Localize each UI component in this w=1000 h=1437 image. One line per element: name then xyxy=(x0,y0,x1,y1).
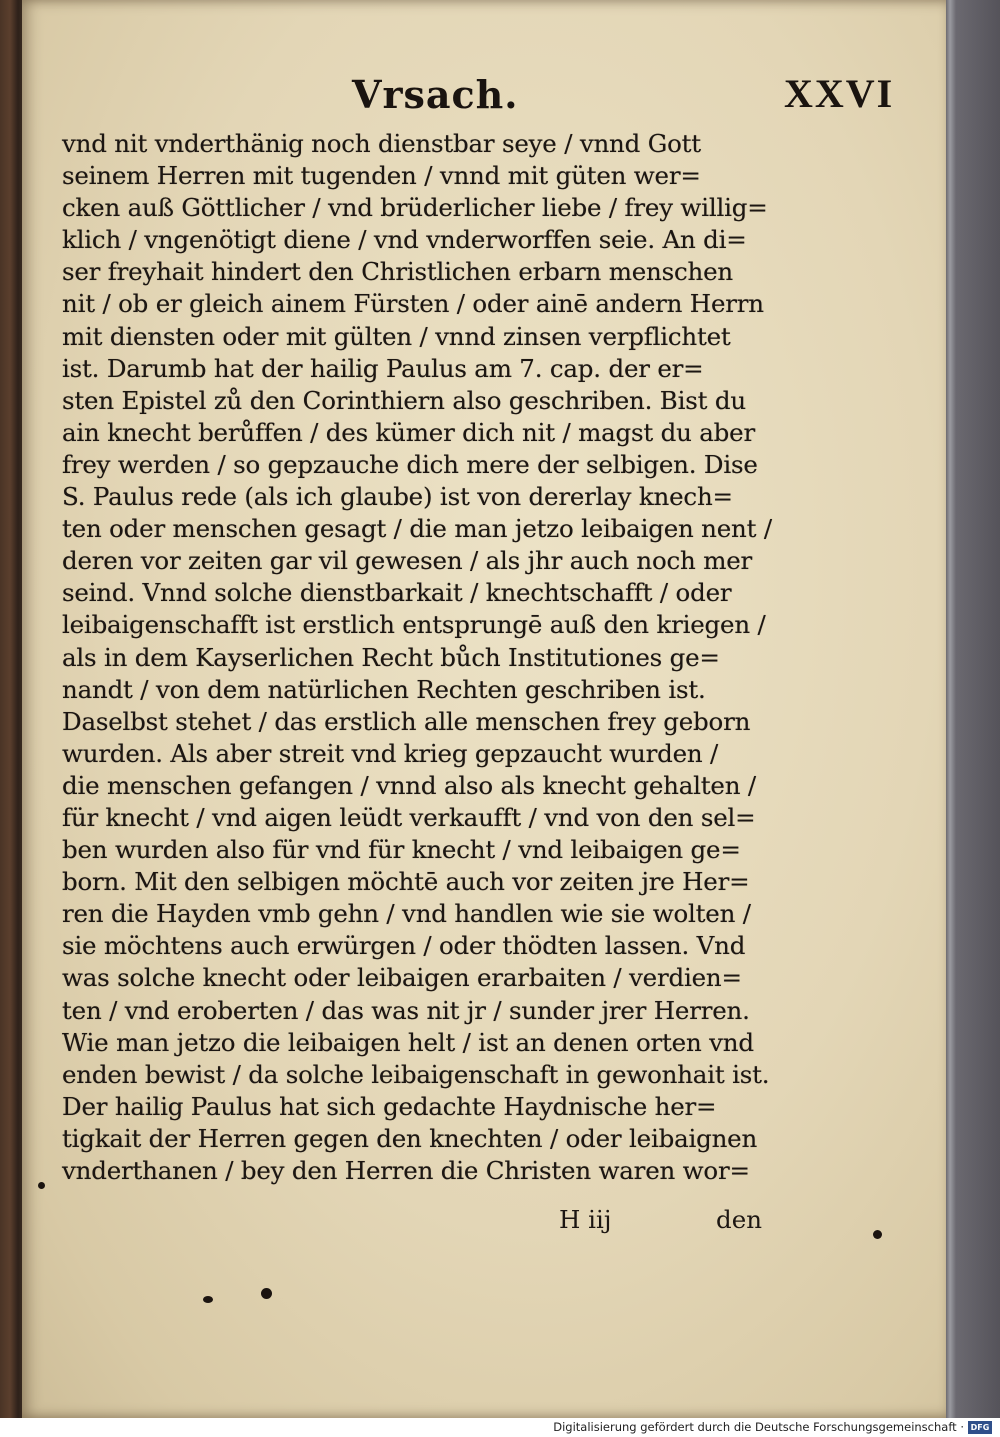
text-line: Wie man jetzo die leibaigen helt / ist an denen orten vnd xyxy=(62,1027,754,1057)
text-line: leibaigenschafft ist erstlich entsprungē auß den kriegen / xyxy=(62,610,766,640)
text-line: vnderthanen / bey den Herren die Christen waren wor= xyxy=(62,1156,750,1185)
text-line: ain knecht berůffen / des kümer dich nit / magst du aber xyxy=(62,417,755,447)
text-line: ren die Hayden vmb gehn / vnd handlen wie sie wolten / xyxy=(62,899,751,929)
folio-number: XXVI xyxy=(784,71,895,116)
text-line: nandt / von dem natürlichen Rechten geschriben ist. xyxy=(62,674,706,704)
signature-line xyxy=(62,1205,762,1237)
text-line: sten Epistel zů den Corinthiern also geschriben. Bist du xyxy=(62,385,746,415)
ink-spot xyxy=(38,1182,45,1189)
text-line: wurden. Als aber streit vnd krieg gepzaucht wurden / xyxy=(62,738,719,768)
text-line: Daselbst stehet / das erstlich alle menschen frey geborn xyxy=(62,706,751,736)
text-line: deren vor zeiten gar vil gewesen / als jhr auch noch mer xyxy=(62,546,753,576)
ink-spot xyxy=(261,1288,272,1299)
text-line: die menschen gefangen / vnnd also als knecht gehalten / xyxy=(62,770,756,800)
text-line: cken auß Göttlicher / vnd brüderlicher liebe / frey willig= xyxy=(62,193,768,223)
body-text xyxy=(62,128,782,1187)
text-line: enden bewist / da solche leibaigenschaft in gewonhait ist. xyxy=(62,1059,770,1089)
dfg-logo-icon: DFG xyxy=(968,1421,992,1434)
catchword: den xyxy=(716,1205,762,1234)
text-line: ser freyhait hindert den Christlichen erbarn menschen xyxy=(62,257,733,287)
ink-spot xyxy=(873,1230,882,1239)
ink-spot xyxy=(203,1296,213,1303)
text-line: klich / vngenötigt diene / vnd vnderworffen seie. An di= xyxy=(62,225,747,255)
text-line: was solche knecht oder leibaigen erarbaiten / verdien= xyxy=(62,963,742,993)
text-line: ten oder menschen gesagt / die man jetzo leibaigen nent / xyxy=(62,514,772,544)
text-line: nit / ob er gleich ainem Fürsten / oder ainē andern Herrn xyxy=(62,289,764,319)
credit-text: Digitalisierung gefördert durch die Deutsche Forschungsgemeinschaft · xyxy=(553,1420,964,1434)
text-line: vnd nit vnderthänig noch dienstbar seye / vnnd Gott xyxy=(62,129,701,158)
page-edge-shadow xyxy=(946,0,1000,1418)
text-line: als in dem Kayserlichen Recht bůch Institutiones ge= xyxy=(62,642,720,672)
text-line: born. Mit den selbigen möchtē auch vor zeiten jre Her= xyxy=(62,867,750,897)
text-line: frey werden / so gepzauche dich mere der selbigen. Dise xyxy=(62,449,758,479)
paper-page xyxy=(22,0,952,1418)
text-line: für knecht / vnd aigen leüdt verkaufft / vnd von den sel= xyxy=(62,802,756,832)
text-line: Der hailig Paulus hat sich gedachte Haydnische her= xyxy=(62,1091,717,1121)
text-line: S. Paulus rede (als ich glaube) ist von dererlay knech= xyxy=(62,482,733,512)
text-line: ben wurden also für vnd für knecht / vnd leibaigen ge= xyxy=(62,835,741,865)
text-line: ten / vnd eroberten / das was nit jr / sunder jrer Herren. xyxy=(62,995,750,1025)
text-line: seinem Herren mit tugenden / vnnd mit güten wer= xyxy=(62,161,701,191)
text-line: ist. Darumb hat der hailig Paulus am 7. cap. der er= xyxy=(62,353,704,383)
text-line: sie möchtens auch erwürgen / oder thödten lassen. Vnd xyxy=(62,931,746,961)
digitization-credit xyxy=(0,1418,1000,1437)
text-line: mit diensten oder mit gülten / vnnd zinsen verpflichtet xyxy=(62,321,731,351)
running-title: Vrsach. xyxy=(352,72,519,117)
text-line: seind. Vnnd solche dienstbarkait / knechtschafft / oder xyxy=(62,578,732,608)
text-line: tigkait der Herren gegen den knechten / oder leibaignen xyxy=(62,1123,758,1153)
signature-mark: H iij xyxy=(559,1205,612,1234)
